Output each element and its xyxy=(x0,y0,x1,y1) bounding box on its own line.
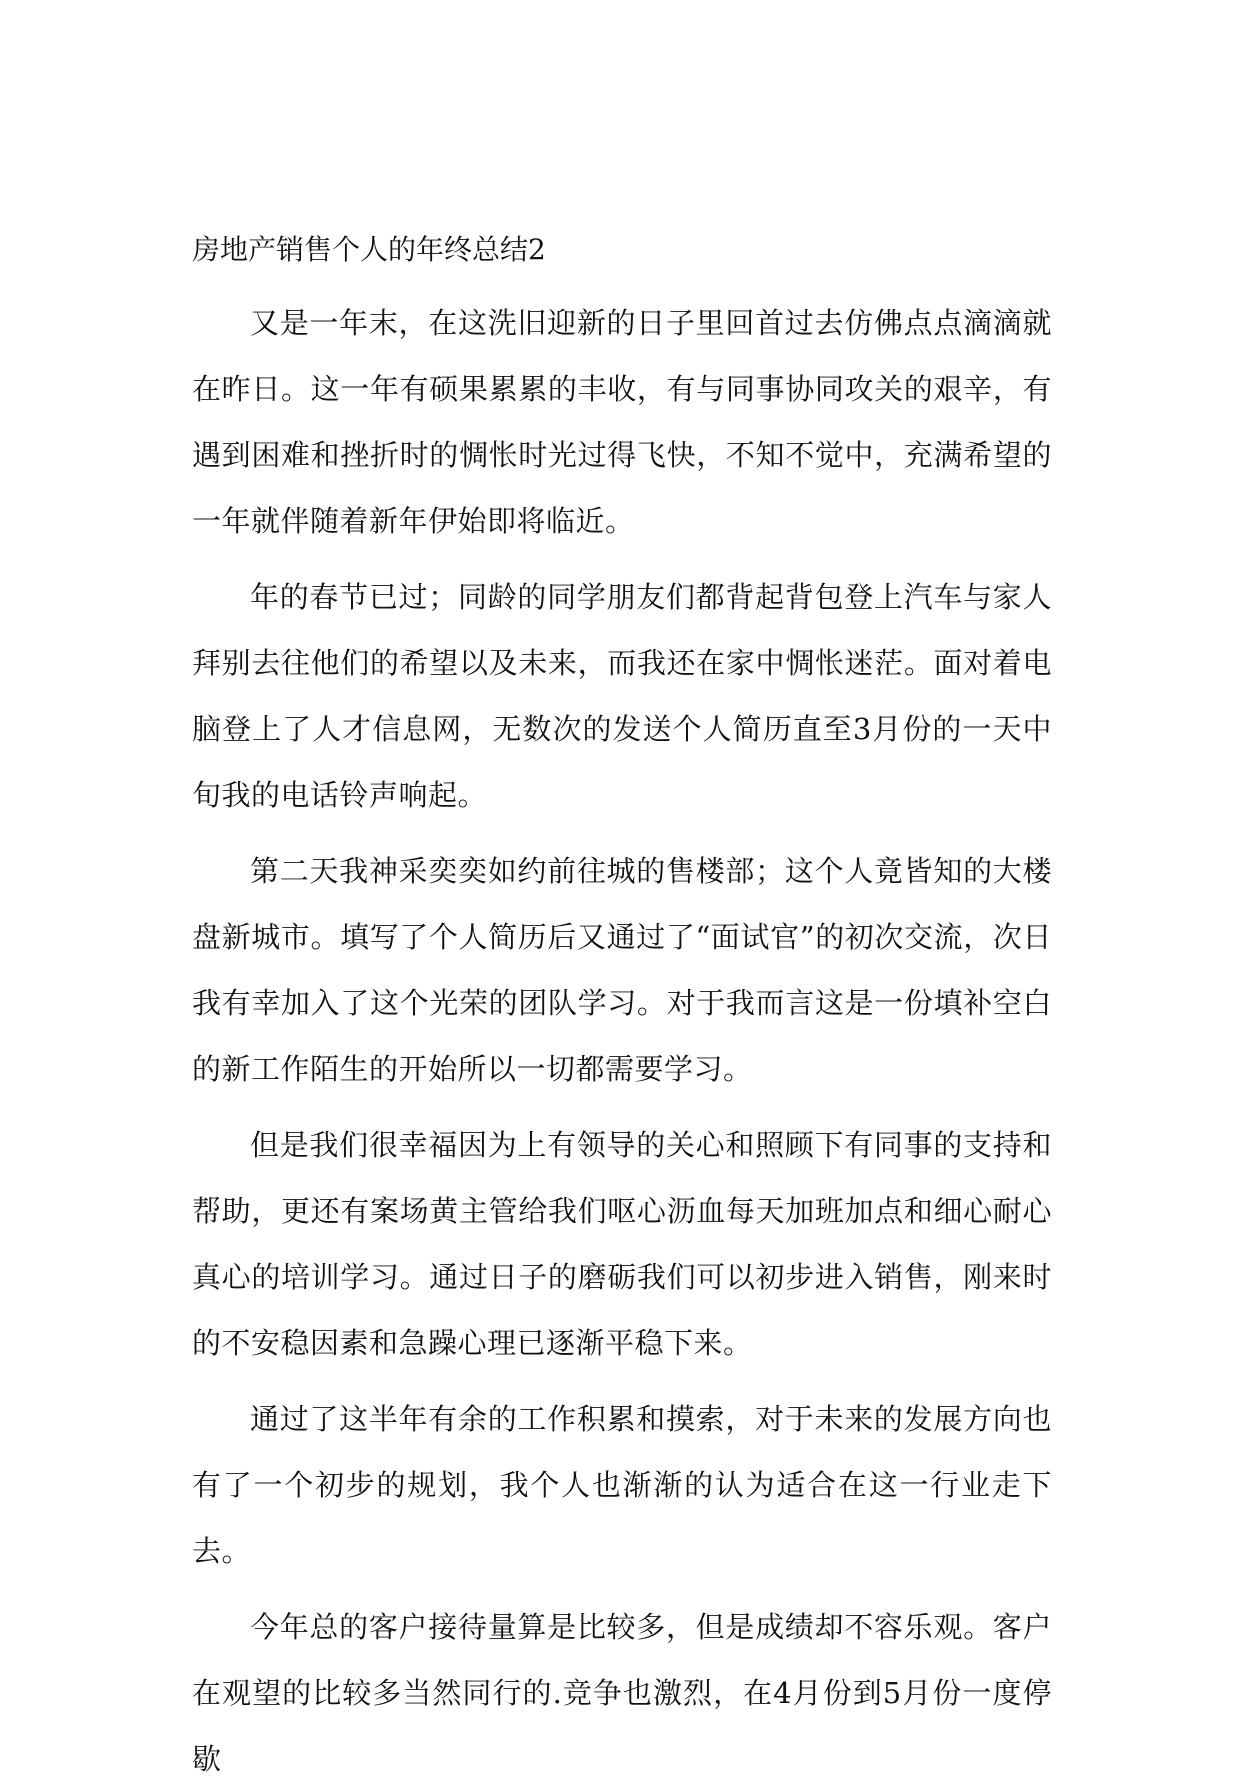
paragraph: 今年总的客户接待量算是比较多，但是成绩却不容乐观。客户在观望的比较多当然同行的.竞争也激烈，在4月份到5月份一度停歇 xyxy=(192,1610,1052,1776)
document-title: 房地产销售个人的年终总结2 xyxy=(192,233,546,266)
paragraph: 年的春节已过；同龄的同学朋友们都背起背包登上汽车与家人拜别去往他们的希望以及未来，而我还在家中惆怅迷茫。面对着电脑登上了人才信息网，无数次的发送个人简历直至3月份的一天中旬我的电话铃声响起。 xyxy=(192,580,1052,812)
paragraph: 通过了这半年有余的工作积累和摸索，对于未来的发展方向也有了一个初步的规划，我个人也渐渐的认为适合在这一行业走下去。 xyxy=(192,1402,1052,1568)
document-page xyxy=(192,228,1052,1792)
paragraph: 第二天我神采奕奕如约前往城的售楼部；这个人竟皆知的大楼盘新城市。填写了个人简历后又通过了“面试官”的初次交流，次日我有幸加入了这个光荣的团队学习。对于我而言这是一份填补空白的新工作陌生的开始所以一切都需要学习。 xyxy=(192,854,1052,1086)
paragraph: 但是我们很幸福因为上有领导的关心和照顾下有同事的支持和帮助，更还有案场黄主管给我们呕心沥血每天加班加点和细心耐心真心的培训学习。通过日子的磨砺我们可以初步进入销售，刚来时的不安稳因素和急躁心理已逐渐平稳下来。 xyxy=(192,1128,1052,1360)
paragraph: 又是一年末，在这洗旧迎新的日子里回首过去仿佛点点滴滴就在昨日。这一年有硕果累累的丰收，有与同事协同攻关的艰辛，有遇到困难和挫折时的惆怅时光过得飞快，不知不觉中，充满希望的一年就伴随着新年伊始即将临近。 xyxy=(192,306,1052,538)
